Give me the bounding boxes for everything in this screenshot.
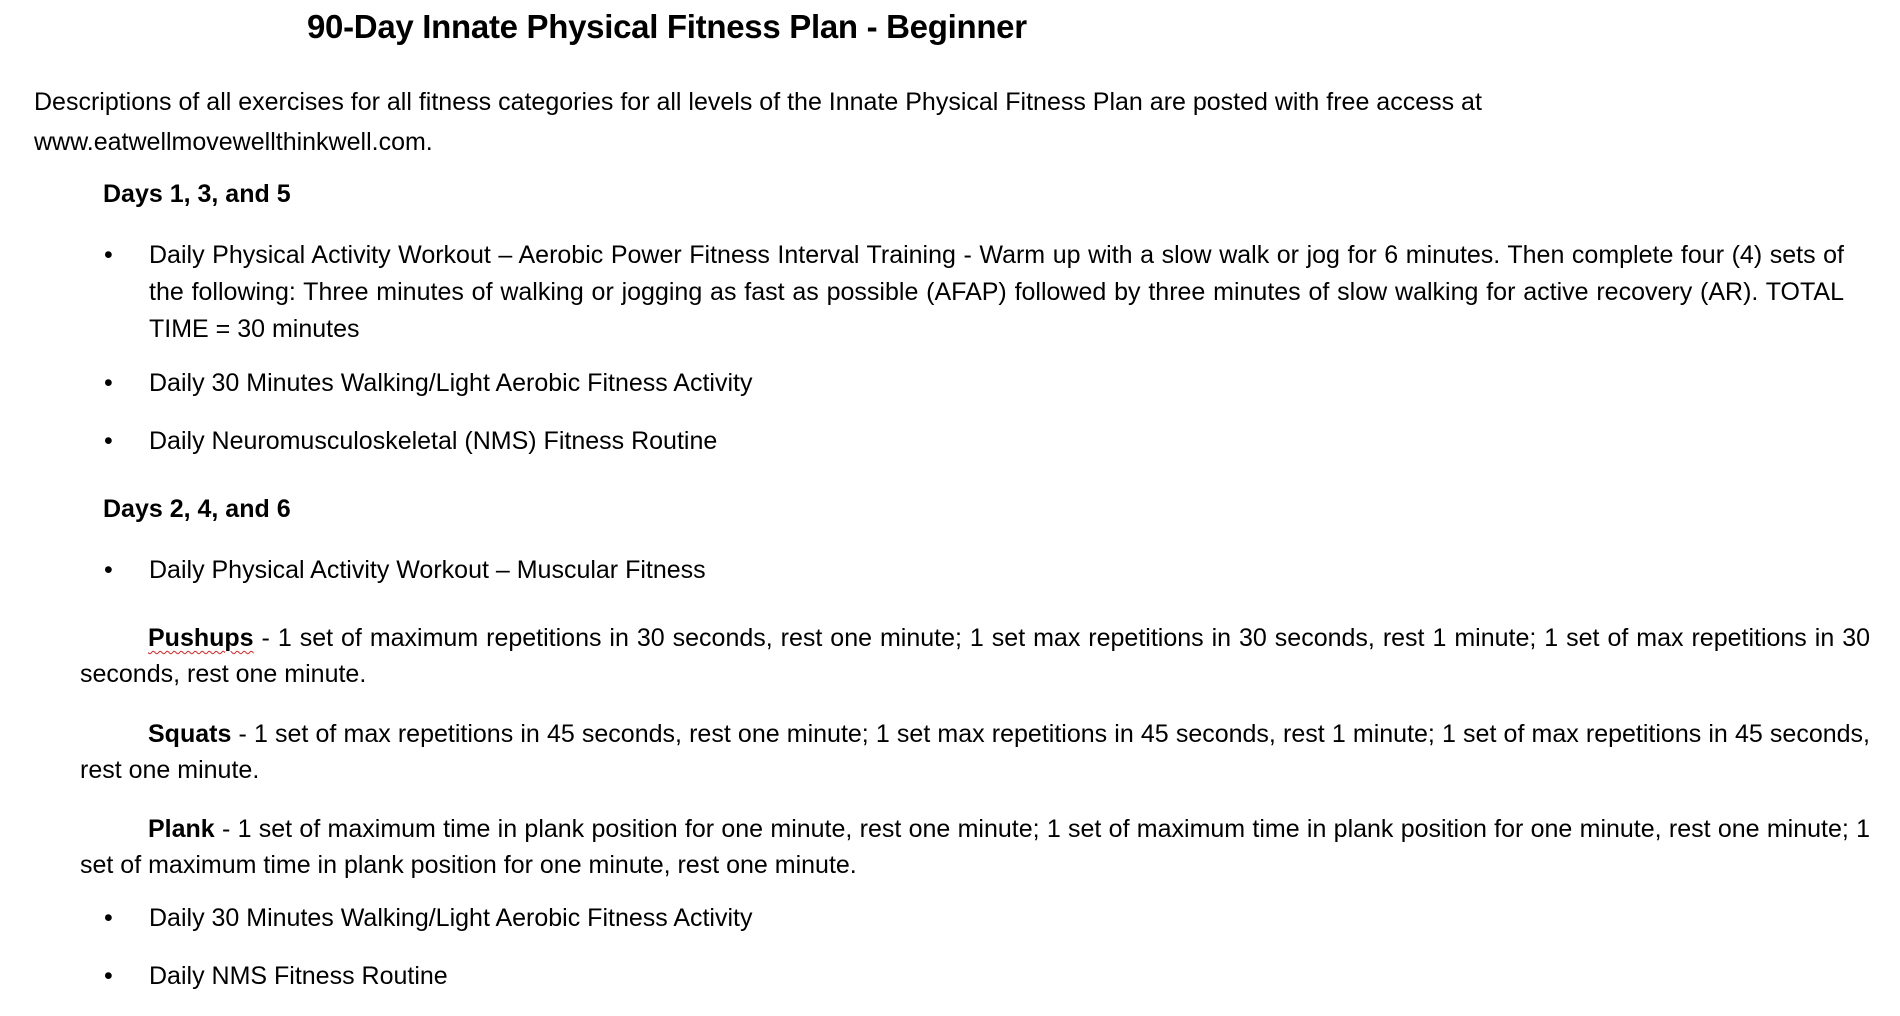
list-item [104, 423, 1844, 460]
exercise-pushups [80, 620, 1870, 692]
exercise-description: - 1 set of max repetitions in 45 seconds, rest one minute; 1 set max repetitions in 45 seconds, rest 1 minute; 1 set of max repetitions in 45 seconds, rest one minute. [80, 720, 1870, 784]
exercise-name: Pushups [148, 624, 254, 652]
list-item-text: Daily Physical Activity Workout – Muscular Fitness [149, 556, 706, 584]
exercise-squats [80, 716, 1870, 788]
exercise-description: - 1 set of maximum repetitions in 30 seconds, rest one minute; 1 set max repetitions in 30 seconds, rest 1 minute; 1 set of max repetitions in 30 seconds, rest one minute. [80, 624, 1870, 688]
bullet-icon: • [104, 241, 113, 269]
list-item [104, 958, 1844, 995]
document-title: 90-Day Innate Physical Fitness Plan - Beginner [307, 8, 1027, 45]
list-item [104, 552, 1844, 589]
section-heading-days-1-3-5: Days 1, 3, and 5 [103, 180, 291, 208]
list-item-text: Daily Physical Activity Workout – Aerobic Power Fitness Interval Training - Warm up with a slow walk or jog for 6 minutes. Then complete four (4) sets of the following: Three minutes of walking or jogging as fast as possible (AFAP) followed by three minutes of slow walking for active recovery (AR). TOTAL TIME = 30 minutes [149, 241, 1844, 343]
bullet-icon: • [104, 556, 113, 584]
list-item [104, 365, 1844, 402]
bullet-icon: • [104, 369, 113, 397]
exercise-description: - 1 set of maximum time in plank position for one minute, rest one minute; 1 set of maximum time in plank position for one minute, rest one minute; 1 set of maximum time in plank position for one minute, rest one minute. [80, 815, 1870, 879]
bullet-icon: • [104, 427, 113, 455]
exercise-plank [80, 811, 1870, 883]
list-item [104, 237, 1844, 348]
list-item-text: Daily NMS Fitness Routine [149, 962, 448, 990]
list-item-text: Daily 30 Minutes Walking/Light Aerobic Fitness Activity [149, 369, 753, 397]
section-heading-days-2-4-6: Days 2, 4, and 6 [103, 495, 291, 523]
list-item-text: Daily 30 Minutes Walking/Light Aerobic Fitness Activity [149, 904, 753, 932]
list-item [104, 900, 1844, 937]
list-item-text: Daily Neuromusculoskeletal (NMS) Fitness Routine [149, 427, 718, 455]
bullet-icon: • [104, 904, 113, 932]
bullet-icon: • [104, 962, 113, 990]
exercise-name: Squats [148, 720, 232, 748]
exercise-name: Plank [148, 815, 215, 843]
intro-paragraph: Descriptions of all exercises for all fitness categories for all levels of the Innate Physical Fitness Plan are posted with free access at www.eatwellmovewellthinkwell.com. [34, 88, 1482, 156]
